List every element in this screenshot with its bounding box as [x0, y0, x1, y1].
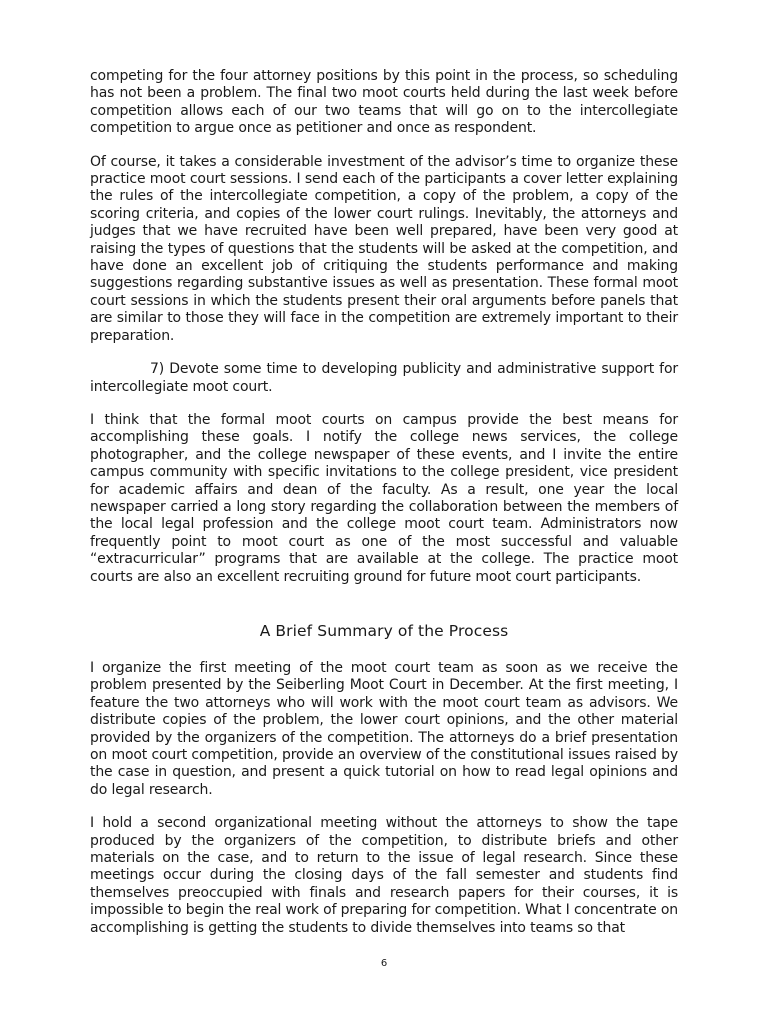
page-number: 6 — [380, 958, 388, 969]
paragraph-second-meeting: I hold a second organizational meeting without the attorneys to show the tape produced by the organizers of the competition, to distribute briefs and other materials on the case, and to return to the issue of legal research. Since these meetings occur during the closing days of the fall semester and students find themselves preoccupied with finals and research papers for their courses, it is impossible to begin the real work of preparing for competition. What I concentrate on accomplishing is getting the students to divide themselves into teams so that — [90, 815, 678, 936]
document-page — [90, 68, 678, 953]
paragraph-first-meeting: I organize the first meeting of the moot court team as soon as we receive the problem presented by the Seiberling Moot Court in December. At the first meeting, I feature the two attorneys who will work with the moot court team as advisors. We distribute copies of the problem, the lower court opinions, and the other material provided by the organizers of the competition. The attorneys do a brief presentation on moot court competition, provide an overview of the constitutional issues raised by the case in question, and present a quick tutorial on how to read legal opinions and do legal research. — [90, 659, 678, 798]
section-heading: A Brief Summary of the Process — [259, 621, 509, 640]
paragraph-scheduling: competing for the four attorney positions by this point in the process, so scheduling has not been a problem. The final two moot courts held during the last week before competition allows each of our two teams that will go on to the intercollegiate competition to argue once as petitioner and once as respondent. — [90, 68, 678, 137]
paragraph-publicity: I think that the formal moot courts on campus provide the best means for accomplishing these goals. I notify the college news services, the college photographer, and the college newspaper of these events, and I invite the entire campus community with specific invitations to the college president, vice president for academic affairs and dean of the faculty. As a result, one year the local newspaper carried a long story regarding the collaboration between the members of the local legal profession and the college moot court team. Administrators now frequently point to moot court as one of the most successful and valuable “extracurricular” programs that are available at the college. The practice moot courts are also an excellent recruiting ground for future moot court participants. — [90, 411, 678, 585]
numbered-item-7: 7) Devote some time to developing publicity and administrative support for intercollegiate moot court. — [90, 361, 678, 395]
paragraph-advisor-time: Of course, it takes a considerable investment of the advisor’s time to organize these practice moot court sessions. I send each of the participants a cover letter explaining the rules of the intercollegiate competition, a copy of the problem, a copy of the scoring criteria, and copies of the lower court rulings. Inevitably, the attorneys and judges that we have recruited have been well prepared, have been very good at raising the types of questions that the students will be asked at the competition, and have done an excellent job of critiquing the students performance and making suggestions regarding substantive issues as well as presentation. These formal moot court sessions in which the students present their oral arguments before panels that are similar to those they will face in the competition are extremely important to their preparation. — [90, 153, 678, 344]
